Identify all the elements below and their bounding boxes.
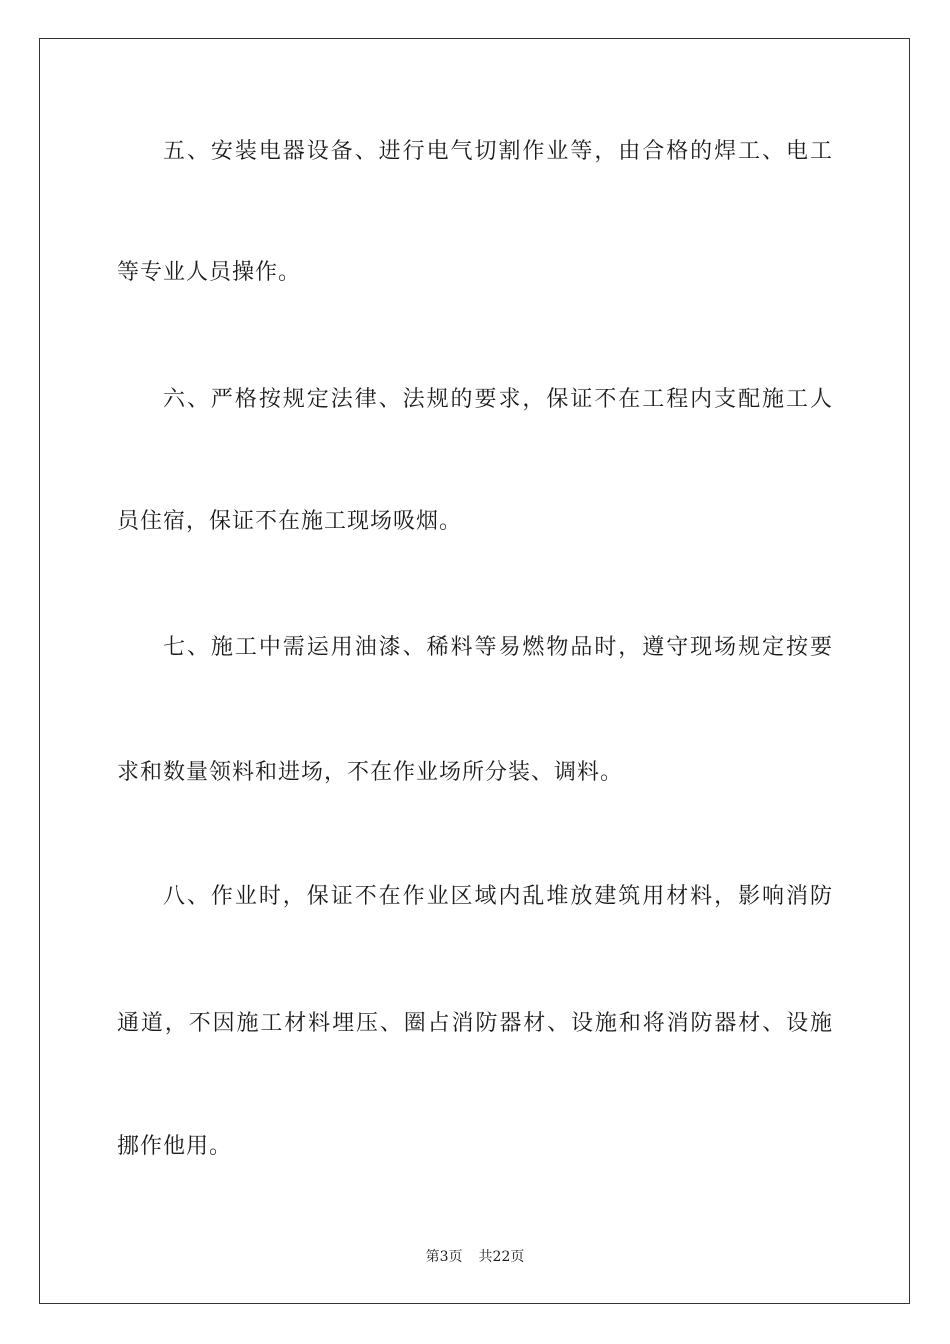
page-number: 第3页 <box>425 1249 463 1265</box>
paragraph-line: 五、安装电器设备、进行电气切割作业等，由合格的焊工、电工 <box>163 139 833 164</box>
paragraph-line: 员住宿，保证不在施工现场吸烟。 <box>117 509 463 534</box>
paragraph-line: 通道，不因施工材料埋压、圈占消防器材、设施和将消防器材、设施 <box>117 1011 833 1036</box>
page-total: 共22页 <box>478 1249 525 1265</box>
paragraph-line: 八、作业时，保证不在作业区域内乱堆放建筑用材料，影响消防 <box>163 884 833 909</box>
paragraph-line: 六、严格按规定法律、法规的要求，保证不在工程内支配施工人 <box>163 387 833 412</box>
paragraph-line: 求和数量领料和进场，不在作业场所分装、调料。 <box>117 760 624 785</box>
page-footer <box>0 1248 950 1266</box>
paragraph-line: 等专业人员操作。 <box>117 260 302 285</box>
paragraph-line: 七、施工中需运用油漆、稀料等易燃物品时，遵守现场规定按要 <box>163 635 833 660</box>
page-border <box>39 38 910 1304</box>
paragraph-line: 挪作他用。 <box>117 1134 233 1159</box>
